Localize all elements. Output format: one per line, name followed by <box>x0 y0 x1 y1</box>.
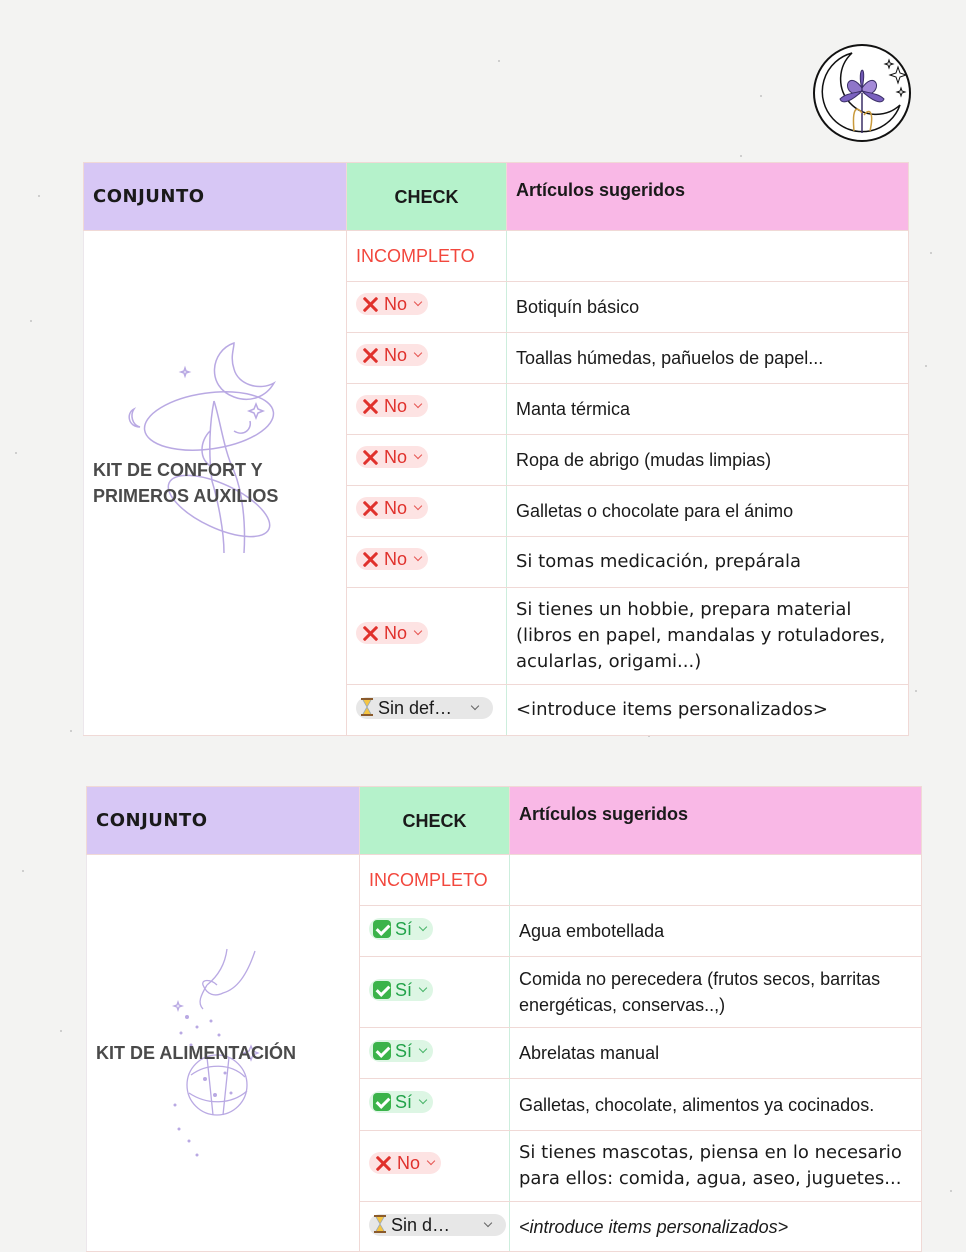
moon-hand-illustration-icon <box>114 331 284 561</box>
chevron-down-icon <box>414 400 422 408</box>
hourglass-icon <box>360 698 374 718</box>
item-cell: Ropa de abrigo (mudas limpias) <box>507 435 909 486</box>
iris-logo-icon <box>812 43 912 143</box>
check-dropdown[interactable] <box>356 446 428 468</box>
cross-icon <box>360 447 380 467</box>
status-cell: INCOMPLETO <box>347 231 507 282</box>
item-cell: Comida no perecedera (frutos secos, barritas energéticas, conservas..,) <box>510 957 922 1028</box>
cross-icon <box>360 345 380 365</box>
set-column-header: CONJUNTO <box>87 787 360 855</box>
table-row <box>84 231 909 282</box>
set-name-cell <box>87 855 360 1252</box>
item-cell: Si tomas medicación, prepárala <box>507 537 909 588</box>
chevron-down-icon <box>471 702 479 710</box>
chevron-down-icon <box>419 983 427 991</box>
chevron-down-icon <box>414 451 422 459</box>
check-value: Sin d… <box>391 1214 451 1235</box>
chevron-down-icon <box>419 1044 427 1052</box>
check-value: No <box>384 396 408 416</box>
check-value: No <box>384 498 408 518</box>
check-dropdown[interactable] <box>356 548 428 570</box>
hourglass-icon <box>373 1215 387 1235</box>
check-value: No <box>384 345 408 365</box>
cross-icon <box>360 623 380 643</box>
check-dropdown[interactable] <box>369 979 433 1001</box>
check-dropdown[interactable] <box>369 1152 441 1174</box>
cross-icon <box>360 498 380 518</box>
item-cell: Botiquín básico <box>507 282 909 333</box>
check-dropdown[interactable] <box>369 1214 506 1236</box>
chevron-down-icon <box>414 627 422 635</box>
comfort-kit-table <box>83 162 909 736</box>
check-dropdown[interactable] <box>369 1040 433 1062</box>
cross-icon <box>360 549 380 569</box>
check-value: No <box>397 1153 421 1173</box>
chevron-down-icon <box>414 298 422 306</box>
item-cell: Si tienes mascotas, piensa en lo necesario para ellos: comida, agua, aseo, juguetes... <box>510 1131 922 1202</box>
check-dropdown[interactable] <box>369 1091 433 1113</box>
chevron-down-icon <box>419 1096 427 1104</box>
check-value: Sí <box>395 979 413 1000</box>
table-header-row <box>84 163 909 231</box>
check-value: No <box>384 447 408 467</box>
check-column-header: CHECK <box>360 787 510 855</box>
check-mark-icon <box>373 1093 391 1111</box>
check-dropdown[interactable] <box>356 497 428 519</box>
item-cell: Manta térmica <box>507 384 909 435</box>
check-value: Sí <box>395 918 413 939</box>
empty-cell <box>507 231 909 282</box>
item-cell: Galletas, chocolate, alimentos ya cocinados. <box>510 1079 922 1131</box>
check-dropdown[interactable] <box>356 395 428 417</box>
set-name-label: KIT DE CONFORT Y PRIMEROS AUXILIOS <box>93 460 279 506</box>
items-column-header: Artículos sugeridos <box>507 163 909 231</box>
set-name-label: KIT DE ALIMENTACIÓN <box>96 1043 296 1063</box>
cross-icon <box>360 396 380 416</box>
table-row <box>87 855 922 906</box>
items-column-header: Artículos sugeridos <box>510 787 922 855</box>
check-mark-icon <box>373 920 391 938</box>
check-value: Sin def… <box>378 698 453 718</box>
check-value: No <box>384 549 408 569</box>
check-value: Sí <box>395 1040 413 1061</box>
cross-icon <box>360 294 380 314</box>
chevron-down-icon <box>419 922 427 930</box>
check-dropdown[interactable] <box>356 622 428 644</box>
item-cell: Agua embotellada <box>510 906 922 957</box>
item-cell: Abrelatas manual <box>510 1028 922 1079</box>
chevron-down-icon <box>484 1218 492 1226</box>
item-cell: Galletas o chocolate para el ánimo <box>507 486 909 537</box>
empty-cell <box>510 855 922 906</box>
item-cell[interactable]: <introduce items personalizados> <box>510 1202 922 1252</box>
check-dropdown[interactable] <box>369 918 433 940</box>
set-name-cell <box>84 231 347 736</box>
check-dropdown[interactable] <box>356 293 428 315</box>
status-cell: INCOMPLETO <box>360 855 510 906</box>
check-dropdown[interactable] <box>356 697 493 719</box>
set-column-header: CONJUNTO <box>84 163 347 231</box>
check-column-header: CHECK <box>347 163 507 231</box>
check-value: No <box>384 623 408 643</box>
item-cell[interactable]: <introduce items personalizados> <box>507 685 909 736</box>
chevron-down-icon <box>414 349 422 357</box>
food-kit-table <box>86 786 922 1252</box>
check-dropdown[interactable] <box>356 344 428 366</box>
check-mark-icon <box>373 981 391 999</box>
item-cell: Toallas húmedas, pañuelos de papel... <box>507 333 909 384</box>
check-value: Sí <box>395 1092 413 1112</box>
cross-icon <box>373 1153 393 1173</box>
check-value: No <box>384 294 408 314</box>
chevron-down-icon <box>427 1157 435 1165</box>
check-mark-icon <box>373 1042 391 1060</box>
item-cell: Si tienes un hobbie, prepara material (libros en papel, mandalas y rotuladores, acularlas, origami...) <box>507 588 909 685</box>
chevron-down-icon <box>414 553 422 561</box>
chevron-down-icon <box>414 502 422 510</box>
table-header-row <box>87 787 922 855</box>
